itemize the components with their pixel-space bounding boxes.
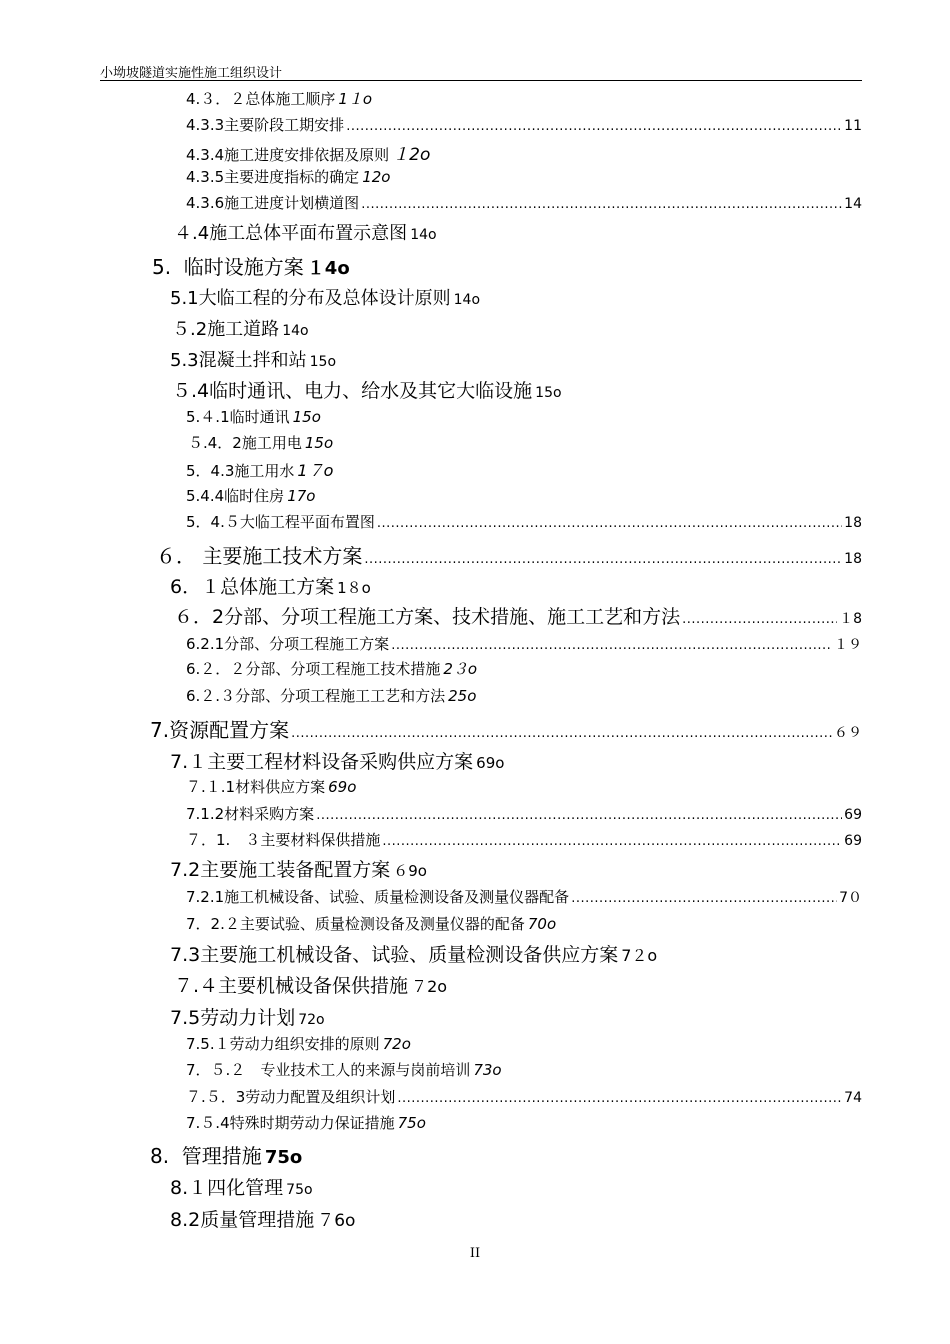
- toc-entry-page: 15o: [304, 434, 334, 452]
- toc-entry-title: 劳动力计划: [200, 1007, 296, 1029]
- toc-leader-dots: [391, 638, 832, 653]
- toc-entry-title: 主要阶段工期安排: [224, 116, 345, 134]
- toc-entry-title: 大临工程平面布置图: [239, 513, 375, 531]
- toc-entry-number: 7．2.２: [186, 915, 240, 933]
- toc-entry-title: 临时设施方案: [171, 255, 304, 279]
- toc-entry-page: 11: [844, 118, 862, 134]
- toc-entry[interactable]: [186, 485, 315, 506]
- toc-entry[interactable]: [186, 913, 556, 934]
- toc-entry-number: ５.4．2: [188, 434, 242, 452]
- toc-entry-number: 6．１: [170, 576, 221, 598]
- toc-entry-page: 14o: [453, 292, 481, 308]
- toc-leader-dots: [377, 516, 842, 531]
- toc-entry-title: 总体施工方案: [220, 576, 335, 598]
- toc-entry-number: ７.１.1: [186, 778, 236, 796]
- toc-entry-title: 施工进度计划横道图: [224, 194, 360, 212]
- toc-entry[interactable]: [186, 803, 862, 824]
- toc-entry-number: 4.３．２: [186, 90, 246, 108]
- toc-entry-title: 分部、分项工程施工方案、技术措施、施工工艺和方法: [224, 606, 681, 628]
- page-number: II: [469, 1246, 481, 1261]
- toc-entry-title: 四化管理: [207, 1177, 284, 1199]
- toc-leader-dots: [682, 612, 837, 627]
- toc-entry-number: 7．５.２: [186, 1061, 246, 1079]
- toc-entry-number: ４.4: [174, 223, 210, 244]
- toc-entry-title: 主要机械设备保供措施: [218, 975, 409, 997]
- toc-entry-title: 劳动力组织安排的原则: [229, 1035, 380, 1053]
- toc-entry[interactable]: [174, 219, 437, 245]
- toc-entry-title: 主要工程材料设备采购供应方案: [207, 751, 474, 773]
- toc-entry-title: 总体施工顺序: [245, 90, 336, 108]
- toc-entry-number: 6.2.1: [186, 635, 225, 653]
- toc-entry[interactable]: [170, 572, 371, 599]
- toc-entry[interactable]: [186, 1059, 502, 1080]
- toc-entry[interactable]: [186, 166, 390, 187]
- toc-entry-number: 7.1.2: [186, 805, 225, 823]
- toc-entry-title: 主要施工机械设备、试验、质量检测设备供应方案: [200, 944, 619, 966]
- toc-leader-dots: [364, 552, 842, 567]
- toc-entry[interactable]: [156, 540, 862, 569]
- toc-entry-number: 6.２．２: [186, 660, 246, 678]
- toc-entry[interactable]: [170, 346, 336, 372]
- toc-entry-page: 17o: [287, 487, 316, 505]
- toc-entry-number: 5．4.3: [186, 462, 235, 480]
- toc-entry-number: 4.3.5: [186, 168, 225, 186]
- toc-entry-title: 主要进度指标的确定: [224, 168, 360, 186]
- toc-entry-page: ７6o: [317, 1211, 356, 1231]
- toc-entry-page: 25o: [448, 687, 477, 705]
- toc-entry-page: ６9o: [393, 862, 427, 880]
- toc-entry-page: 14: [844, 196, 862, 212]
- toc-entry-number: 5．4.５: [186, 513, 240, 531]
- toc-entry-page: 69o: [328, 778, 357, 796]
- toc-entry-number: 7.3: [170, 944, 201, 966]
- header-divider: [100, 80, 862, 81]
- toc-entry-number: 6.２.３: [186, 687, 236, 705]
- toc-entry-title: 施工用电: [241, 434, 302, 452]
- toc-entry-title: 临时住房: [224, 487, 285, 505]
- toc-entry-page: １９: [834, 637, 862, 653]
- toc-entry-title: 分部、分项工程施工工艺和方法: [235, 687, 446, 705]
- toc-entry[interactable]: [186, 829, 862, 850]
- toc-entry-number: 8.2: [170, 1209, 201, 1231]
- toc-entry-number: 7.５.4: [186, 1114, 230, 1132]
- toc-entry[interactable]: [170, 940, 657, 967]
- toc-entry-number: 4.3.6: [186, 194, 225, 212]
- toc-entry-number: 5.: [152, 255, 172, 279]
- toc-entry[interactable]: [186, 633, 862, 654]
- toc-entry-number: 8.: [150, 1144, 170, 1168]
- toc-entry[interactable]: [150, 1140, 302, 1169]
- toc-entry-page: 15o: [309, 354, 337, 370]
- toc-entry-page: 15o: [292, 408, 321, 426]
- toc-entry[interactable]: [170, 1205, 355, 1232]
- toc-entry[interactable]: [152, 251, 350, 280]
- toc-entry-page: 69o: [476, 754, 505, 772]
- toc-entry-number: 7.2: [170, 859, 201, 881]
- toc-entry-title: 特殊时期劳动力保证措施: [229, 1114, 395, 1132]
- toc-entry-page: 70o: [527, 915, 557, 933]
- toc-entry[interactable]: [186, 776, 356, 797]
- toc-entry[interactable]: [186, 114, 862, 135]
- toc-entry-number: ７.４: [174, 975, 219, 997]
- toc-entry-number: 7.１: [170, 751, 208, 773]
- toc-entry-number: 5.1: [170, 288, 199, 309]
- toc-entry-title: 施工总体平面布置示意图: [209, 223, 408, 244]
- toc-leader-dots: [571, 891, 837, 906]
- toc-entry[interactable]: [150, 714, 862, 743]
- toc-entry-title: 材料采购方案: [224, 805, 315, 823]
- toc-entry-number: 7.5: [170, 1007, 201, 1029]
- toc-entry[interactable]: [186, 192, 862, 213]
- toc-entry-page: 1１o: [338, 90, 373, 108]
- toc-entry[interactable]: [170, 1003, 325, 1030]
- toc-entry-page: 2３o: [443, 660, 478, 678]
- toc-entry-title: 施工机械设备、试验、质量检测设备及测量仪器配备: [224, 888, 570, 906]
- toc-entry-page: １2o: [392, 145, 431, 165]
- toc-entry[interactable]: [188, 432, 333, 453]
- toc-entry-page: 7２o: [621, 946, 658, 965]
- toc-entry-number: 7.: [150, 718, 170, 742]
- toc-entry-page: 12o: [362, 168, 391, 186]
- toc-entry-page: 75o: [264, 1147, 303, 1168]
- toc-entry-title: 主要试验、质量检测设备及测量仪器的配备: [239, 915, 525, 933]
- toc-entry-page: 15o: [535, 385, 562, 401]
- toc-entry[interactable]: [186, 685, 476, 706]
- toc-entry-page: １8: [839, 611, 862, 627]
- toc-leader-dots: [382, 834, 842, 849]
- toc-entry[interactable]: [186, 658, 477, 679]
- toc-leader-dots: [361, 197, 842, 212]
- toc-entry-title: 施工道路: [207, 319, 280, 340]
- toc-entry[interactable]: [172, 315, 309, 341]
- toc-entry-title: 主要材料保供措施: [260, 831, 381, 849]
- toc-entry-page: 69: [844, 833, 862, 849]
- toc-entry-page: 14o: [410, 227, 437, 243]
- toc-entry-number: 4.3.3: [186, 116, 225, 134]
- toc-entry-title: 质量管理措施: [200, 1209, 315, 1231]
- toc-entry-title: 施工进度安排依据及原则: [224, 146, 390, 164]
- toc-entry-title: 临时通讯、电力、给水及其它大临设施: [209, 380, 533, 402]
- toc-leader-dots: [397, 1091, 842, 1106]
- toc-entry[interactable]: [174, 971, 447, 998]
- toc-entry-page: 72o: [382, 1035, 411, 1053]
- toc-entry[interactable]: [186, 140, 430, 165]
- toc-entry-number: ７．1. ３: [186, 831, 261, 849]
- toc-entry-number: ６．: [156, 544, 196, 568]
- toc-entry[interactable]: [186, 458, 333, 481]
- toc-entry[interactable]: [174, 602, 862, 629]
- toc-entry-number: 7.5.１: [186, 1035, 230, 1053]
- toc-entry[interactable]: [186, 511, 862, 532]
- toc-entry-page: 18: [844, 551, 862, 567]
- toc-leader-dots: [316, 808, 842, 823]
- toc-entry-title: 施工用水: [234, 462, 295, 480]
- toc-entry-title: 混凝土拌和站: [198, 350, 307, 371]
- toc-entry-title: 资源配置方案: [169, 718, 290, 742]
- toc-entry-title: 分部、分项工程施工技术措施: [245, 660, 441, 678]
- toc-entry[interactable]: [186, 88, 372, 109]
- toc-entry-page: 1７o: [297, 461, 334, 480]
- toc-entry-page: 69: [844, 807, 862, 823]
- toc-entry-number: ５.2: [172, 319, 208, 340]
- toc-entry-page: 14o: [282, 323, 309, 339]
- page-header: 小坳坡隧道实施性施工组织设计: [100, 66, 283, 81]
- toc-entry-title: 主要施工技术方案: [196, 544, 363, 568]
- toc-entry-title: 大临工程的分布及总体设计原则: [198, 288, 451, 309]
- toc-entry-page: 75o: [286, 1182, 313, 1198]
- toc-entry-title: 临时通讯: [229, 408, 290, 426]
- toc-entry-page: ６９: [834, 725, 862, 741]
- toc-entry-page: 75o: [397, 1114, 426, 1132]
- toc-entry-page: 18: [844, 515, 862, 531]
- toc-entry[interactable]: [170, 284, 480, 310]
- toc-entry-title: 专业技术工人的来源与岗前培训: [245, 1061, 471, 1079]
- toc-entry[interactable]: [170, 747, 504, 774]
- toc-entry-number: 8.１: [170, 1177, 208, 1199]
- toc-entry-number: ５.4: [172, 380, 210, 402]
- toc-entry[interactable]: [186, 1086, 862, 1107]
- toc-entry-number: 5.４.1: [186, 408, 230, 426]
- toc-entry-number: 5.4.4: [186, 487, 225, 505]
- toc-entry-title: 3劳动力配置及组织计划: [235, 1088, 396, 1106]
- toc-entry-title: 分部、分项工程施工方案: [224, 635, 390, 653]
- toc-entry[interactable]: [170, 855, 427, 882]
- toc-entry[interactable]: [186, 1033, 411, 1054]
- toc-entry-number: ６．2: [174, 606, 225, 628]
- toc-entry-title: 主要施工装备配置方案: [200, 859, 391, 881]
- toc-entry-title: 材料供应方案: [235, 778, 326, 796]
- toc-entry-page: ７2o: [411, 977, 448, 996]
- toc-entry[interactable]: [172, 376, 562, 403]
- toc-entry-page: 1８o: [337, 579, 371, 597]
- toc-entry[interactable]: [170, 1173, 313, 1200]
- toc-entry-number: 4.3.4: [186, 146, 225, 164]
- toc-entry-number: 5.3: [170, 350, 199, 371]
- toc-entry-number: 7.2.1: [186, 888, 225, 906]
- toc-entry[interactable]: [186, 886, 862, 907]
- toc-leader-dots: [291, 726, 832, 741]
- toc-entry[interactable]: [186, 406, 321, 427]
- toc-leader-dots: [346, 119, 842, 134]
- toc-entry-page: 73o: [473, 1061, 502, 1079]
- toc-entry-page: 7０: [839, 890, 862, 906]
- toc-entry[interactable]: [186, 1112, 426, 1133]
- toc-entry-number: ７.５．: [186, 1088, 236, 1106]
- toc-entry-page: １4o: [306, 258, 350, 279]
- toc-entry-page: 72o: [298, 1012, 325, 1028]
- toc-entry-title: 管理措施: [169, 1144, 262, 1168]
- toc-entry-page: 74: [844, 1090, 862, 1106]
